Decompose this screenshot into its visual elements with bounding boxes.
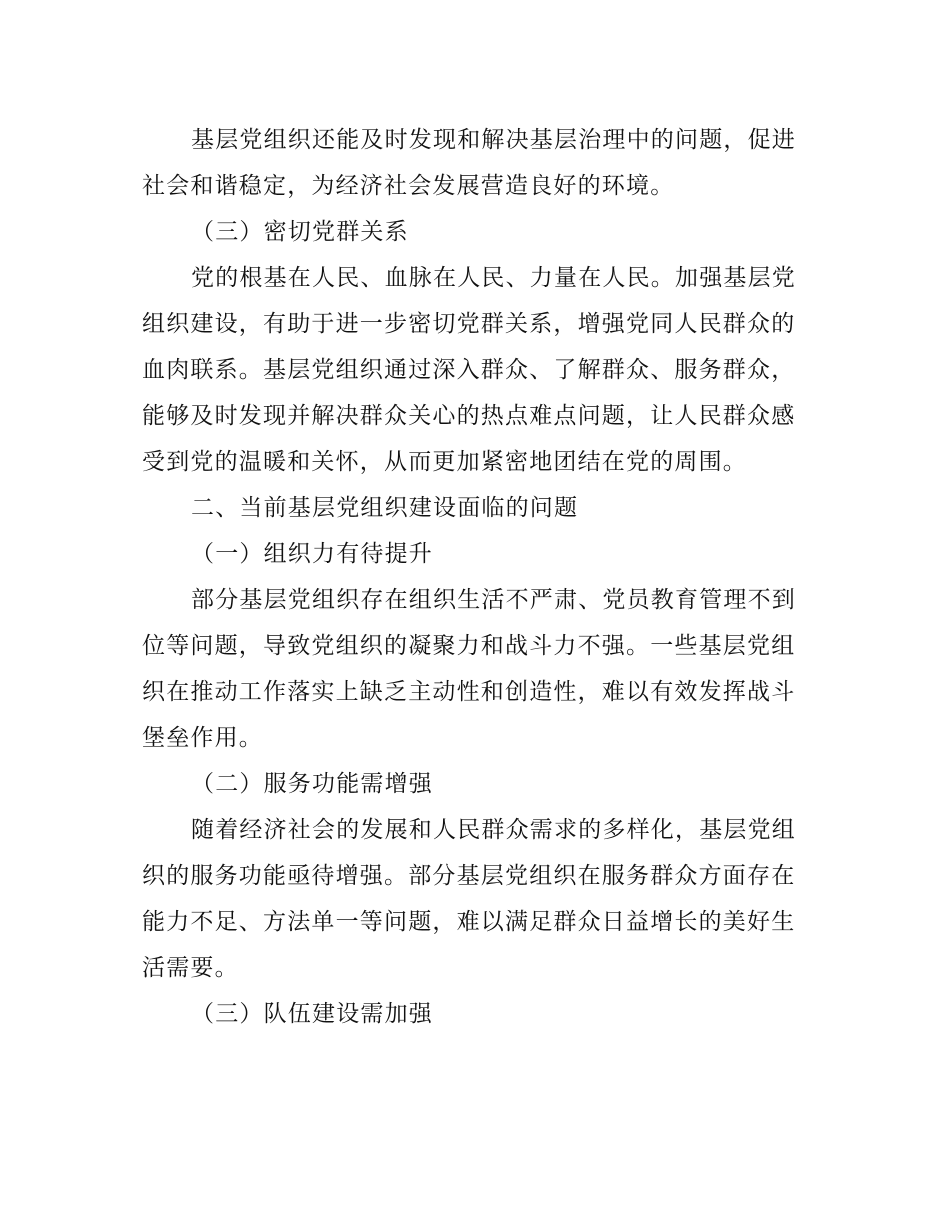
text-line: 位等问题，导致党组织的凝聚力和战斗力不强。一些基层党组 bbox=[142, 633, 796, 659]
text-line: 部分基层党组织存在组织生活不严肃、党员教育管理不到 bbox=[191, 587, 796, 613]
chapter-heading-2 bbox=[142, 485, 812, 531]
heading-text: （三）队伍建设需加强 bbox=[191, 1001, 433, 1027]
heading-text: （二）服务功能需增强 bbox=[191, 771, 433, 797]
text-line: 基层党组织还能及时发现和解决基层治理中的问题，促进 bbox=[191, 127, 796, 153]
text-line: 血肉联系。基层党组织通过深入群众、了解群众、服务群众， bbox=[142, 357, 796, 383]
heading-text: （一）组织力有待提升 bbox=[191, 541, 433, 567]
text-line: 织在推动工作落实上缺乏主动性和创造性，难以有效发挥战斗 bbox=[142, 679, 796, 705]
text-line: 社会和谐稳定，为经济社会发展营造良好的环境。 bbox=[142, 173, 675, 199]
heading-text: 二、当前基层党组织建设面临的问题 bbox=[191, 495, 579, 521]
paragraph-organization bbox=[142, 577, 812, 761]
section-heading-3 bbox=[142, 209, 812, 255]
text-line: 活需要。 bbox=[142, 955, 239, 981]
section-heading-2 bbox=[142, 761, 812, 807]
heading-text: （三）密切党群关系 bbox=[191, 219, 409, 245]
text-line: 能力不足、方法单一等问题，难以满足群众日益增长的美好生 bbox=[142, 909, 796, 935]
paragraph-governance bbox=[142, 117, 812, 209]
text-line: 随着经济社会的发展和人民群众需求的多样化，基层党组 bbox=[191, 817, 796, 843]
text-line: 受到党的温暖和关怀，从而更加紧密地团结在党的周围。 bbox=[142, 449, 747, 475]
document-page bbox=[142, 117, 812, 1037]
section-heading-1 bbox=[142, 531, 812, 577]
paragraph-service-function bbox=[142, 807, 812, 991]
text-line: 堡垒作用。 bbox=[142, 725, 263, 751]
text-line: 组织建设，有助于进一步密切党群关系，增强党同人民群众的 bbox=[142, 311, 796, 337]
text-line: 党的根基在人民、血脉在人民、力量在人民。加强基层党 bbox=[191, 265, 796, 291]
text-line: 能够及时发现并解决群众关心的热点难点问题，让人民群众感 bbox=[142, 403, 796, 429]
text-line: 织的服务功能亟待增强。部分基层党组织在服务群众方面存在 bbox=[142, 863, 796, 889]
section-heading-3-team bbox=[142, 991, 812, 1037]
paragraph-party-mass-relations bbox=[142, 255, 812, 485]
